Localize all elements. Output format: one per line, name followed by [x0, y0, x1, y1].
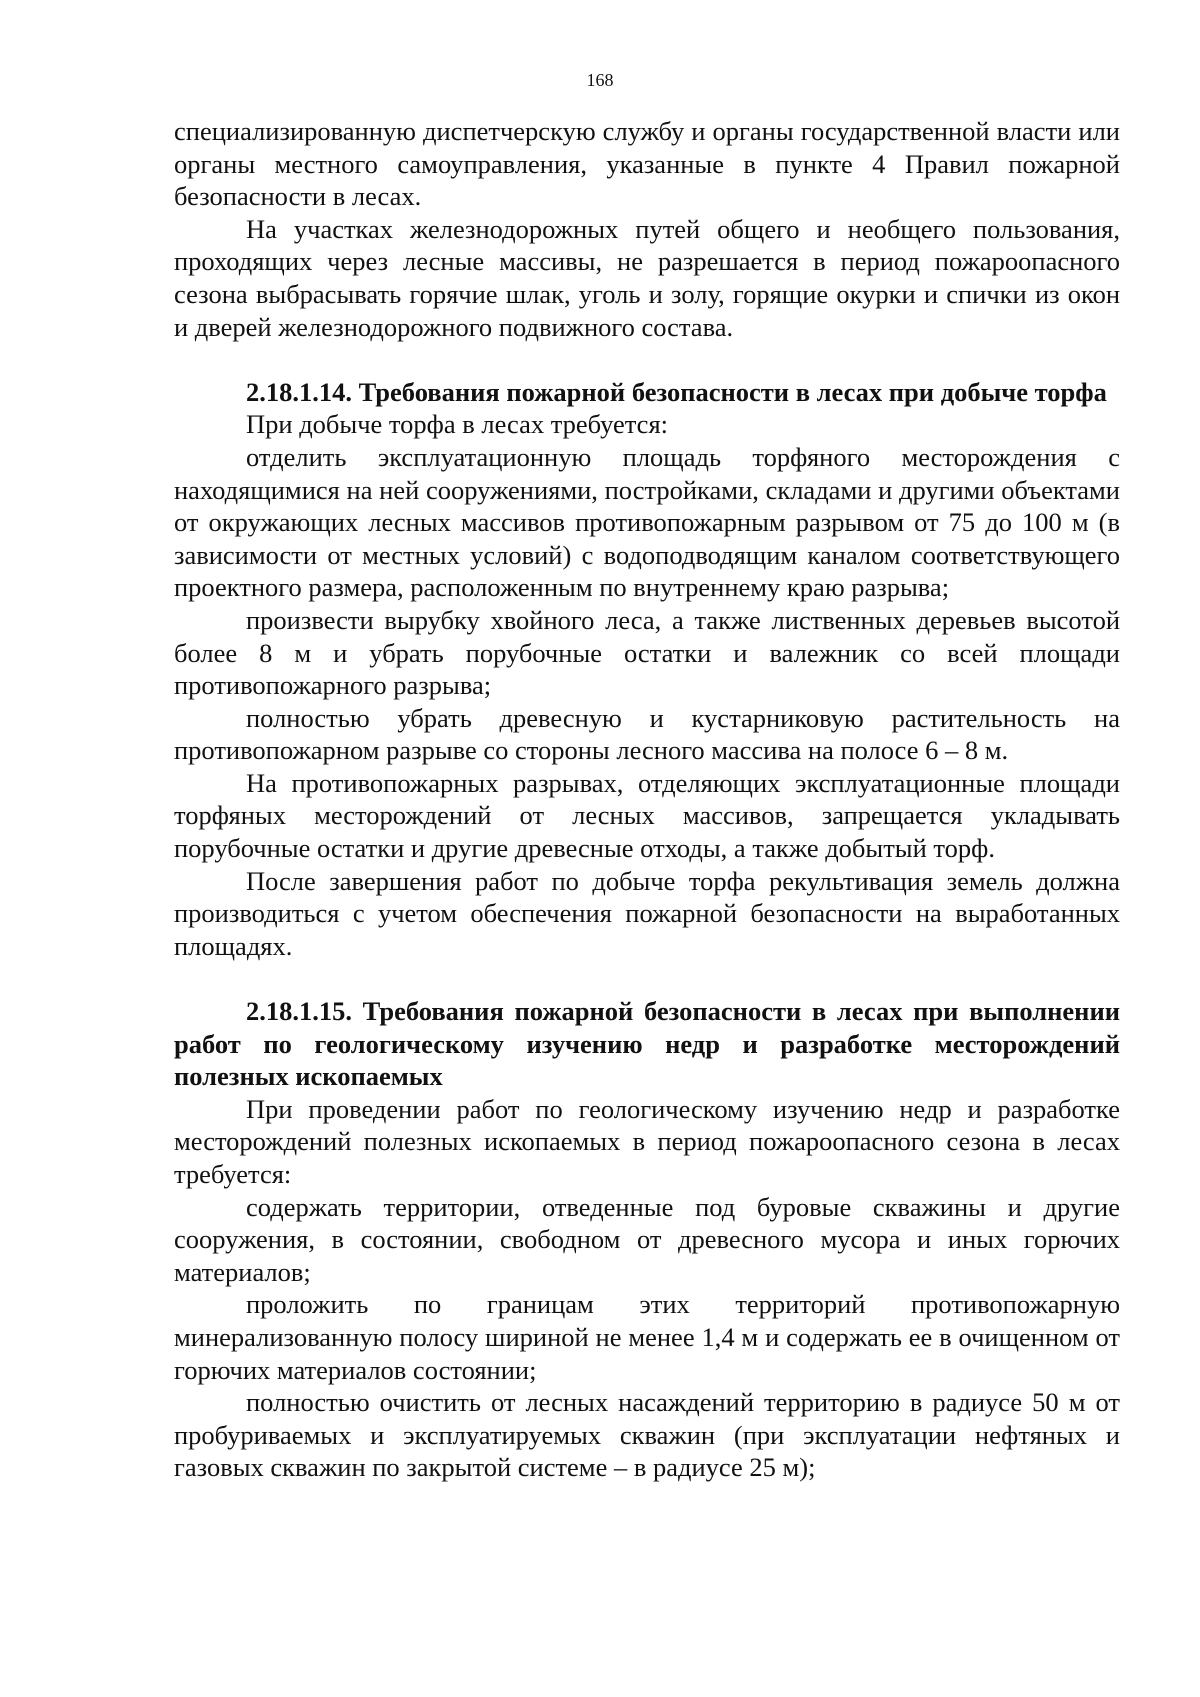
paragraph: произвести вырубку хвойного леса, а также лиственных деревьев высотой более 8 м и убрать порубочные остатки и валежник со всей площади противопожарного разрыва;	[174, 604, 1120, 701]
paragraph: отделить эксплуатационную площадь торфяного месторождения с находящимися на ней сооружениями, постройками, складами и другими объектами от окружающих лесных массивов противопожарным разрывом от 75 до 100 м (в зависимости от местных условий) с водоподводящим каналом соответствующего проектного размера, расположенным по внутреннему краю разрыва;	[174, 441, 1120, 603]
paragraph: На участках железнодорожных путей общего и необщего пользования, проходящих через лесные массивы, не разрешается в период пожароопасного сезона выбрасывать горячие шлак, уголь и золу, горящие окурки и спички из окон и дверей железнодорожного подвижного состава.	[174, 213, 1120, 342]
paragraph-spacer	[174, 962, 1120, 995]
paragraph-spacer	[174, 343, 1120, 376]
paragraph: проложить по границам этих территорий противопожарную минерализованную полосу шириной не менее 1,4 м и содержать ее в очищенном от горючих материалов состоянии;	[174, 1289, 1120, 1385]
paragraph: специализированную диспетчерскую службу и органы государственной власти или органы местного самоуправления, указанные в пункте 4 Правил пожарной безопасности в лесах.	[174, 116, 1120, 212]
document-body	[174, 115, 1120, 1484]
section-heading: 2.18.1.14. Требования пожарной безопасности в лесах при добыче торфа	[246, 376, 1107, 407]
paragraph: содержать территории, отведенные под буровые скважины и другие сооружения, в состоянии, свободном от древесного мусора и иных горючих материалов;	[174, 1191, 1120, 1287]
paragraph: При проведении работ по геологическому изучению недр и разработке месторождений полезных ископаемых в период пожароопасного сезона в лесах требуется:	[174, 1093, 1120, 1189]
page-number: 168	[586, 70, 614, 90]
paragraph: После завершения работ по добыче торфа рекультивация земель должна производиться с учетом обеспечения пожарной безопасности на выработанных площадях.	[174, 865, 1120, 961]
paragraph: полностью убрать древесную и кустарниковую растительность на противопожарном разрыве со стороны лесного массива на полосе 6 – 8 м.	[174, 702, 1120, 766]
paragraph: При добыче торфа в лесах требуется:	[246, 409, 668, 440]
paragraph: полностью очистить от лесных насаждений территорию в радиусе 50 м от пробуриваемых и эксплуатируемых скважин (при эксплуатации нефтяных и газовых скважин по закрытой системе – в радиусе 25 м);	[174, 1387, 1120, 1483]
section-heading: 2.18.1.15. Требования пожарной безопасности в лесах при выполнении работ по геологическому изучению недр и разработке месторождений полезных ископаемых	[174, 996, 1120, 1092]
paragraph: На противопожарных разрывах, отделяющих эксплуатационные площади торфяных месторождений от лесных массивов, запрещается укладывать порубочные остатки и другие древесные отходы, а также добытый торф.	[174, 767, 1120, 864]
